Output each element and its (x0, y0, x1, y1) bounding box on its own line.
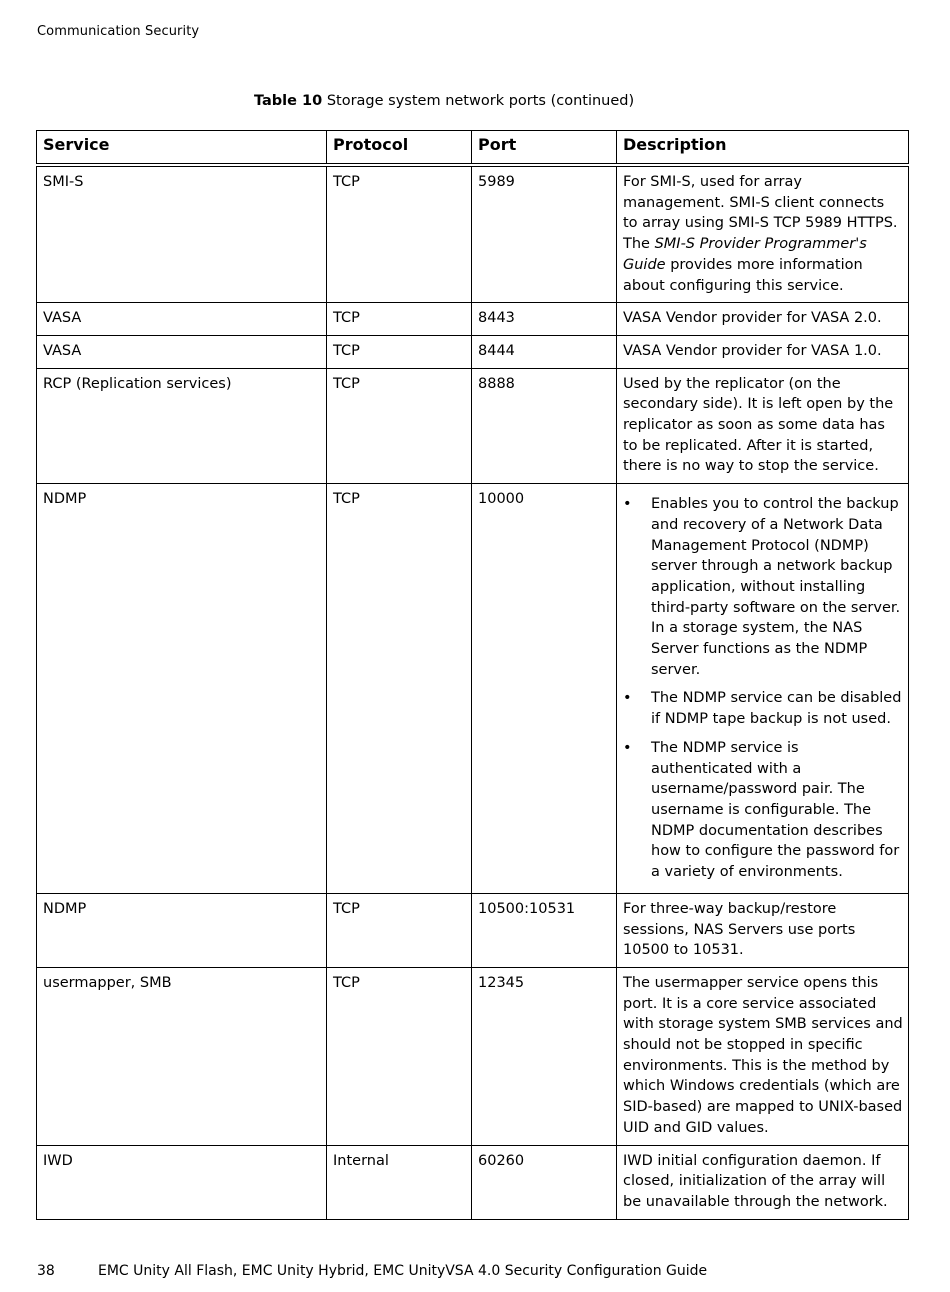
bullet-icon: • (623, 496, 632, 513)
table-row (37, 1145, 909, 1219)
table-header-row (37, 131, 909, 166)
port-cell: 60260 (472, 1145, 617, 1219)
port-cell: 8443 (472, 303, 617, 336)
ndmp-bullet-list (623, 494, 903, 883)
description-cell: VASA Vendor provider for VASA 1.0. (617, 335, 909, 368)
description-cell (617, 165, 909, 303)
list-item (623, 738, 903, 883)
table-row (37, 165, 909, 303)
service-cell: usermapper, SMB (37, 967, 327, 1145)
description-cell: IWD initial configuration daemon. If closed, initialization of the array will be unavailable through the network. (617, 1145, 909, 1219)
protocol-cell: TCP (327, 303, 472, 336)
network-ports-table (36, 130, 909, 1220)
service-cell: NDMP (37, 484, 327, 894)
guide-title-reference: SMI-S Provider Programmer's Guide (623, 236, 867, 273)
table-row (37, 368, 909, 484)
column-header-service: Service (37, 131, 327, 166)
table-row (37, 893, 909, 967)
description-cell: The usermapper service opens this port. It is a core service associated with storage system SMB services and should not be stopped in specific environments. This is the method by which Windows credentials (which are SID-based) are mapped to UNIX-based UID and GID values. (617, 967, 909, 1145)
list-item-text: The NDMP service can be disabled if NDMP tape backup is not used. (651, 690, 902, 728)
document-title: EMC Unity All Flash, EMC Unity Hybrid, EMC UnityVSA 4.0 Security Configuration Guide (98, 1263, 708, 1279)
table-caption-text: Storage system network ports (continued) (326, 93, 635, 109)
column-header-protocol: Protocol (327, 131, 472, 166)
table-row (37, 335, 909, 368)
service-cell: VASA (37, 335, 327, 368)
port-cell: 10000 (472, 484, 617, 894)
description-text: For SMI-S, used for array management. SMI-S client connects to array using SMI-S TCP 5989 HTTPS. The (623, 174, 898, 253)
protocol-cell: Internal (327, 1145, 472, 1219)
protocol-cell: TCP (327, 893, 472, 967)
service-cell: SMI-S (37, 165, 327, 303)
description-cell: For three-way backup/restore sessions, NAS Servers use ports 10500 to 10531. (617, 893, 909, 967)
list-item (623, 494, 903, 680)
protocol-cell: TCP (327, 335, 472, 368)
table-row (37, 303, 909, 336)
table-row (37, 967, 909, 1145)
list-item (623, 688, 903, 729)
table-caption-label: Table 10 (254, 93, 323, 109)
column-header-description: Description (617, 131, 909, 166)
page-footer (37, 1263, 707, 1279)
description-cell: VASA Vendor provider for VASA 2.0. (617, 303, 909, 336)
page-number: 38 (37, 1263, 55, 1279)
description-cell (617, 484, 909, 894)
port-cell: 12345 (472, 967, 617, 1145)
running-header: Communication Security (37, 24, 200, 39)
protocol-cell: TCP (327, 484, 472, 894)
table-caption (254, 93, 634, 109)
description-cell: Used by the replicator (on the secondary side). It is left open by the replicator as soon as some data has to be replicated. After it is started, there is no way to stop the service. (617, 368, 909, 484)
protocol-cell: TCP (327, 368, 472, 484)
list-item-text: Enables you to control the backup and recovery of a Network Data Management Protocol (NDMP) server through a network backup application, without installing third-party software on the server. In a storage system, the NAS Server functions as the NDMP server. (651, 496, 901, 678)
bullet-icon: • (623, 739, 632, 756)
service-cell: IWD (37, 1145, 327, 1219)
list-item-text: The NDMP service is authenticated with a username/password pair. The username is configurable. The NDMP documentation describes how to configure the password for a variety of environments. (651, 739, 900, 881)
port-cell: 8888 (472, 368, 617, 484)
service-cell: NDMP (37, 893, 327, 967)
port-cell: 8444 (472, 335, 617, 368)
column-header-port: Port (472, 131, 617, 166)
service-cell: VASA (37, 303, 327, 336)
protocol-cell: TCP (327, 967, 472, 1145)
port-cell: 5989 (472, 165, 617, 303)
protocol-cell: TCP (327, 165, 472, 303)
port-cell: 10500:10531 (472, 893, 617, 967)
bullet-icon: • (623, 690, 632, 707)
table-row (37, 484, 909, 894)
service-cell: RCP (Replication services) (37, 368, 327, 484)
description-text: provides more information about configuring this service. (623, 256, 863, 294)
